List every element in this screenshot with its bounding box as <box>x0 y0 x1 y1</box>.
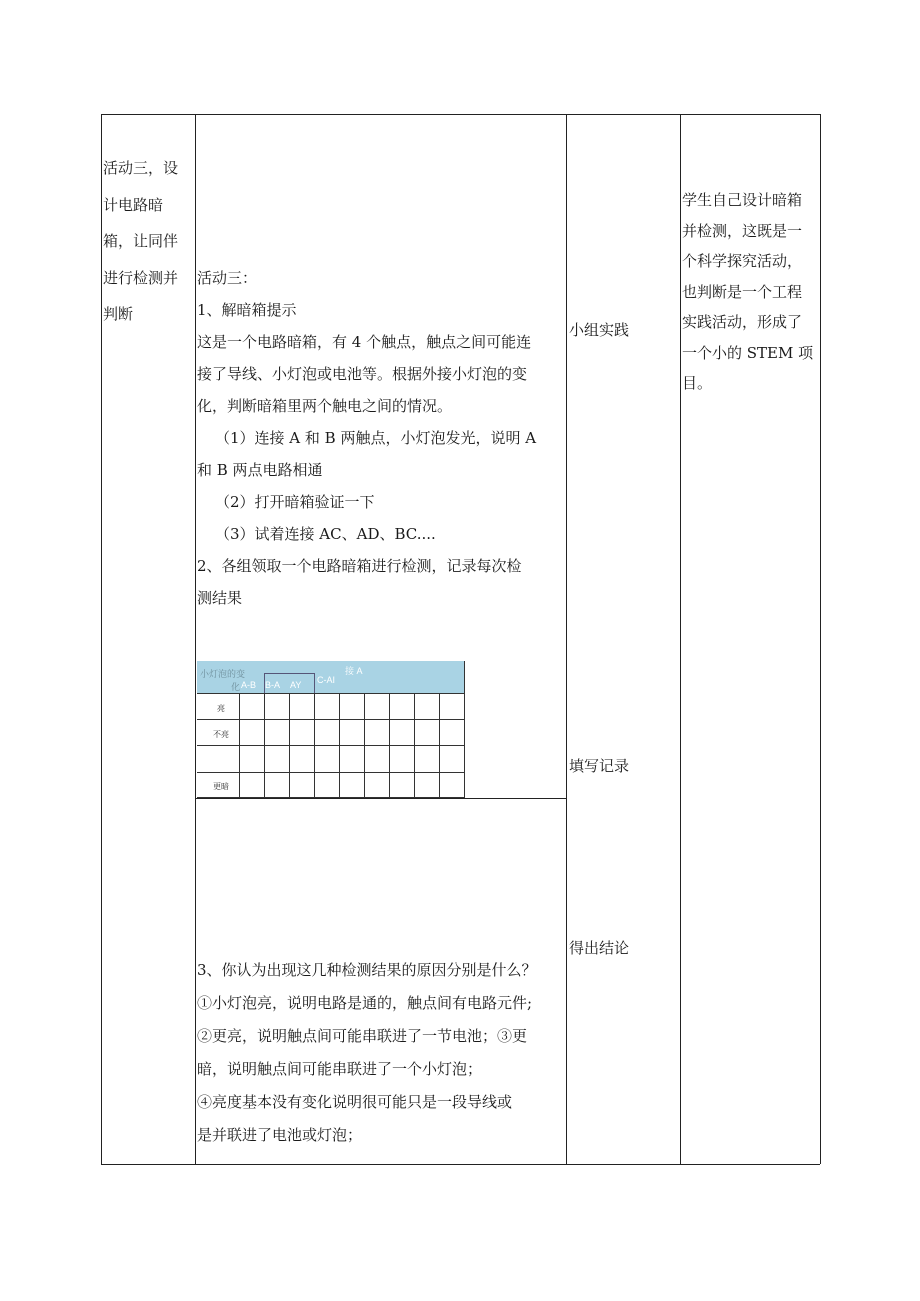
activity-name-cell <box>103 150 195 333</box>
table-bottom-border <box>101 1164 820 1165</box>
grid-line <box>197 745 465 746</box>
inner-row-divider <box>195 798 566 799</box>
hint-title: 1、解暗箱提示 <box>197 301 297 319</box>
design-intent-line: 一个小的 STEM 项 <box>682 343 814 362</box>
activity-name-line: 活动三，设 <box>103 159 179 177</box>
grid-line <box>439 693 440 797</box>
activity-content-cell <box>197 262 565 614</box>
analysis-answer-line: ④亮度基本没有变化说明很可能只是一段导线或 <box>197 1093 513 1111</box>
step-1-line: 和 B 两点电路相通 <box>197 461 323 479</box>
header-label-change: 小灯泡的变 <box>200 669 246 679</box>
design-intent-line: 也判断是一个工程 <box>682 282 803 301</box>
analysis-answer-line: 是并联进了电池或灯泡； <box>197 1126 363 1144</box>
table-left-border <box>101 114 102 1164</box>
grid-line <box>314 693 315 797</box>
analysis-answer-line: 暗，说明触点间可能串联进了一个小灯泡； <box>197 1060 483 1078</box>
activity-name-line: 计电路暗 <box>103 195 164 214</box>
col-label-ay: AY <box>290 680 302 690</box>
row-label-bright: 亮 <box>217 704 225 713</box>
task-2-line: 2、各组领取一个电路暗箱进行检测，记录每次检 <box>197 557 522 575</box>
grid-line <box>364 693 365 797</box>
design-intent-line: 并检测，这既是一 <box>682 221 803 240</box>
table-top-border <box>101 114 820 115</box>
header-subline <box>264 673 314 674</box>
grid-line <box>389 693 390 797</box>
column-divider-2 <box>566 114 567 1164</box>
grid-line <box>197 693 465 694</box>
grid-line <box>197 797 465 798</box>
task-2-line: 测结果 <box>197 589 243 607</box>
col-label-cai: C-AI <box>317 675 335 685</box>
intro-line: 接了导线、小灯泡或电池等。根据外接小灯泡的变 <box>197 365 528 383</box>
analysis-answer-line: ②更亮，说明触点间可能串联进了一节电池；③更 <box>197 1027 528 1045</box>
design-intent-cell <box>682 185 820 399</box>
design-intent-line: 目。 <box>682 374 713 392</box>
activity-name-line: 进行检测并 <box>103 268 179 287</box>
design-intent-line: 个科学探究活动， <box>682 252 803 270</box>
grid-line <box>264 693 265 797</box>
design-intent-line: 学生自己设计暗箱 <box>682 191 803 209</box>
row-label-dimmer: 更暗 <box>213 782 229 791</box>
grid-line <box>464 661 465 797</box>
table-right-border <box>820 114 821 1164</box>
grid-line <box>414 693 415 797</box>
intro-line: 这是一个电路暗箱，有 4 个触点，触点之间可能连 <box>197 333 532 351</box>
row-label-not-bright: 不亮 <box>213 730 229 739</box>
grid-line <box>197 772 465 773</box>
header-subline <box>264 673 265 693</box>
column-divider-1 <box>195 114 196 1164</box>
header-subline <box>314 673 315 693</box>
col-label-ab: A-B <box>241 680 257 690</box>
analysis-answer-line: ①小灯泡亮，说明电路是通的，触点间有电路元件; <box>197 994 533 1012</box>
header-label-connect: 接 A <box>345 666 363 676</box>
intro-line: 化，判断暗箱里两个触电之间的情况。 <box>197 397 453 415</box>
step-2: （2）打开暗箱验证一下 <box>215 493 375 511</box>
activity-name-line: 箱，让同伴 <box>103 232 179 250</box>
header-label-change-2: 化 <box>231 682 241 692</box>
design-intent-line: 实践活动，形成了 <box>682 313 803 331</box>
grid-line <box>339 693 340 797</box>
step-3: （3）试着连接 AC、AD、BC.... <box>215 525 436 543</box>
record-table <box>197 661 465 798</box>
activity-name-line: 判断 <box>103 305 134 323</box>
grid-line <box>197 719 465 720</box>
analysis-cell <box>197 954 565 1152</box>
analysis-question: 3、你认为出现这几种检测结果的原因分别是什么？ <box>197 961 537 979</box>
col-label-ba: B-A <box>265 680 281 690</box>
method-conclusion: 得出结论 <box>569 939 630 957</box>
grid-line <box>289 693 290 797</box>
method-practice: 小组实践 <box>569 321 630 339</box>
method-record: 填写记录 <box>569 757 630 775</box>
activity-title: 活动三： <box>197 269 258 287</box>
column-divider-3 <box>680 114 681 1164</box>
step-1-line: （1）连接 A 和 B 两触点，小灯泡发光，说明 A <box>215 429 537 447</box>
grid-line <box>239 693 240 797</box>
